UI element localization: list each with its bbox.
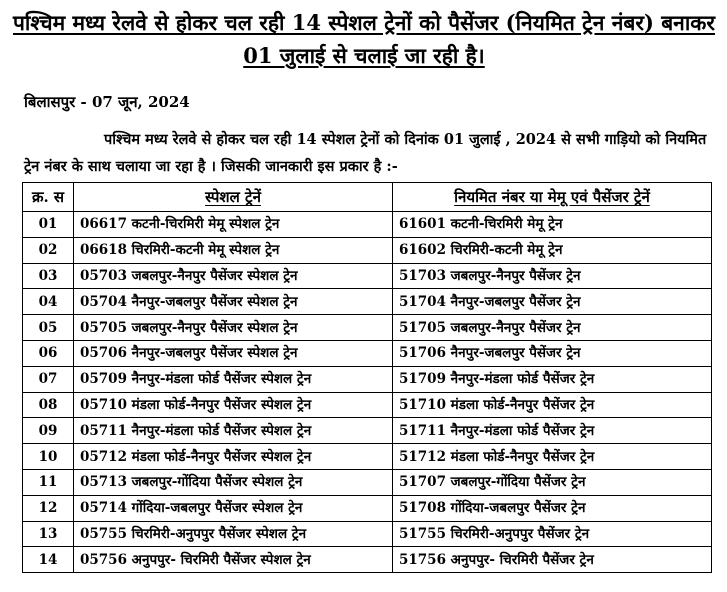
table-row [23, 263, 712, 289]
cell-special-train: 06618 चिरमिरी-कटनी मेमू स्पेशल ट्रेन [74, 237, 393, 263]
cell-serial-number: 05 [23, 315, 74, 341]
cell-regular-train: 61601 कटनी-चिरमिरी मेमू ट्रेन [393, 212, 712, 238]
table-row [23, 340, 712, 366]
cell-serial-number: 02 [23, 237, 74, 263]
cell-special-train: 06617 कटनी-चिरमिरी मेमू स्पेशल ट्रेन [74, 212, 393, 238]
header-regular-trains: नियमित नंबर या मेमू एवं पैसेंजर ट्रेनें [393, 183, 712, 212]
cell-special-train: 05705 जबलपुर-नैनपुर पैसेंजर स्पेशल ट्रेन [74, 315, 393, 341]
cell-special-train: 05756 अनुपपुर- चिरमिरी पैसेंजर स्पेशल ट्रेन [74, 547, 393, 573]
table-row [23, 495, 712, 521]
cell-special-train: 05755 चिरमिरी-अनुपपुर पैसेंजर स्पेशल ट्रेन [74, 521, 393, 547]
cell-special-train: 05712 मंडला फोर्ड-नैनपुर पैसेंजर स्पेशल ट्रेन [74, 444, 393, 470]
cell-special-train: 05703 जबलपुर-नैनपुर पैसेंजर स्पेशल ट्रेन [74, 263, 393, 289]
cell-serial-number: 09 [23, 418, 74, 444]
cell-regular-train: 61602 चिरमिरी-कटनी मेमू ट्रेन [393, 237, 712, 263]
cell-serial-number: 10 [23, 444, 74, 470]
headline [8, 6, 720, 72]
cell-serial-number: 01 [23, 212, 74, 238]
intro-paragraph: पश्चिम मध्य रेलवे से होकर चल रही 14 स्पेशल ट्रेनों को दिनांक 01 जुलाई , 2024 से सभी गाड़ियो को नियमित ट्रेन नंबर के साथ चलाया जा रहा है । जिसकी जानकारी इस प्रकार है :- [24, 131, 707, 175]
cell-special-train: 05713 जबलपुर-गोंदिया पैसेंजर स्पेशल ट्रेन [74, 469, 393, 495]
table-row [23, 289, 712, 315]
table-row [23, 547, 712, 573]
cell-regular-train: 51712 मंडला फोर्ड-नैनपुर पैसेंजर ट्रेन [393, 444, 712, 470]
cell-regular-train: 51709 नैनपुर-मंडला फोर्ड पैसेंजर ट्रेन [393, 366, 712, 392]
cell-special-train: 05706 नैनपुर-जबलपुर पैसेंजर स्पेशल ट्रेन [74, 340, 393, 366]
cell-serial-number: 12 [23, 495, 74, 521]
cell-serial-number: 03 [23, 263, 74, 289]
cell-special-train: 05714 गोंदिया-जबलपुर पैसेंजर स्पेशल ट्रेन [74, 495, 393, 521]
cell-regular-train: 51755 चिरमिरी-अनुपपुर पैसेंजर ट्रेन [393, 521, 712, 547]
cell-regular-train: 51705 जबलपुर-नैनपुर पैसेंजर ट्रेन [393, 315, 712, 341]
table-row [23, 315, 712, 341]
table-row [23, 521, 712, 547]
cell-regular-train: 51706 नैनपुर-जबलपुर पैसेंजर ट्रेन [393, 340, 712, 366]
cell-serial-number: 04 [23, 289, 74, 315]
train-table [22, 182, 712, 573]
table-body [23, 212, 712, 573]
cell-special-train: 05704 नैनपुर-जबलपुर पैसेंजर स्पेशल ट्रेन [74, 289, 393, 315]
headline-text: पश्चिम मध्य रेलवे से होकर चल रही 14 स्पेशल ट्रेनों को पैसेंजर (नियमित ट्रेन नंबर) बनाकर 01 जुलाई से चलाई जा रही है। [12, 10, 715, 68]
table-header-row [23, 183, 712, 212]
table-row [23, 392, 712, 418]
table-row [23, 212, 712, 238]
cell-regular-train: 51711 नैनपुर-मंडला फोर्ड पैसेंजर ट्रेन [393, 418, 712, 444]
table-row [23, 444, 712, 470]
cell-serial-number: 07 [23, 366, 74, 392]
table-row [23, 469, 712, 495]
cell-regular-train: 51707 जबलपुर-गोंदिया पैसेंजर ट्रेन [393, 469, 712, 495]
cell-regular-train: 51703 जबलपुर-नैनपुर पैसेंजर ट्रेन [393, 263, 712, 289]
cell-regular-train: 51704 नैनपुर-जबलपुर पैसेंजर ट्रेन [393, 289, 712, 315]
cell-serial-number: 13 [23, 521, 74, 547]
header-serial-number: क्र. स [23, 183, 74, 212]
cell-serial-number: 08 [23, 392, 74, 418]
table-row [23, 237, 712, 263]
header-special-trains: स्पेशल ट्रेनें [74, 183, 393, 212]
table-row [23, 366, 712, 392]
cell-regular-train: 51708 गोंदिया-जबलपुर पैसेंजर ट्रेन [393, 495, 712, 521]
cell-special-train: 05709 नैनपुर-मंडला फोर्ड पैसेंजर स्पेशल ट्रेन [74, 366, 393, 392]
table-row [23, 418, 712, 444]
cell-special-train: 05711 नैनपुर-मंडला फोर्ड पैसेंजर स्पेशल ट्रेन [74, 418, 393, 444]
cell-special-train: 05710 मंडला फोर्ड-नैनपुर पैसेंजर स्पेशल ट्रेन [74, 392, 393, 418]
dateline: बिलासपुर - 07 जून, 2024 [24, 93, 190, 111]
cell-serial-number: 14 [23, 547, 74, 573]
cell-serial-number: 11 [23, 469, 74, 495]
cell-regular-train: 51710 मंडला फोर्ड-नैनपुर पैसेंजर ट्रेन [393, 392, 712, 418]
cell-regular-train: 51756 अनुपपुर- चिरमिरी पैसेंजर ट्रेन [393, 547, 712, 573]
cell-serial-number: 06 [23, 340, 74, 366]
